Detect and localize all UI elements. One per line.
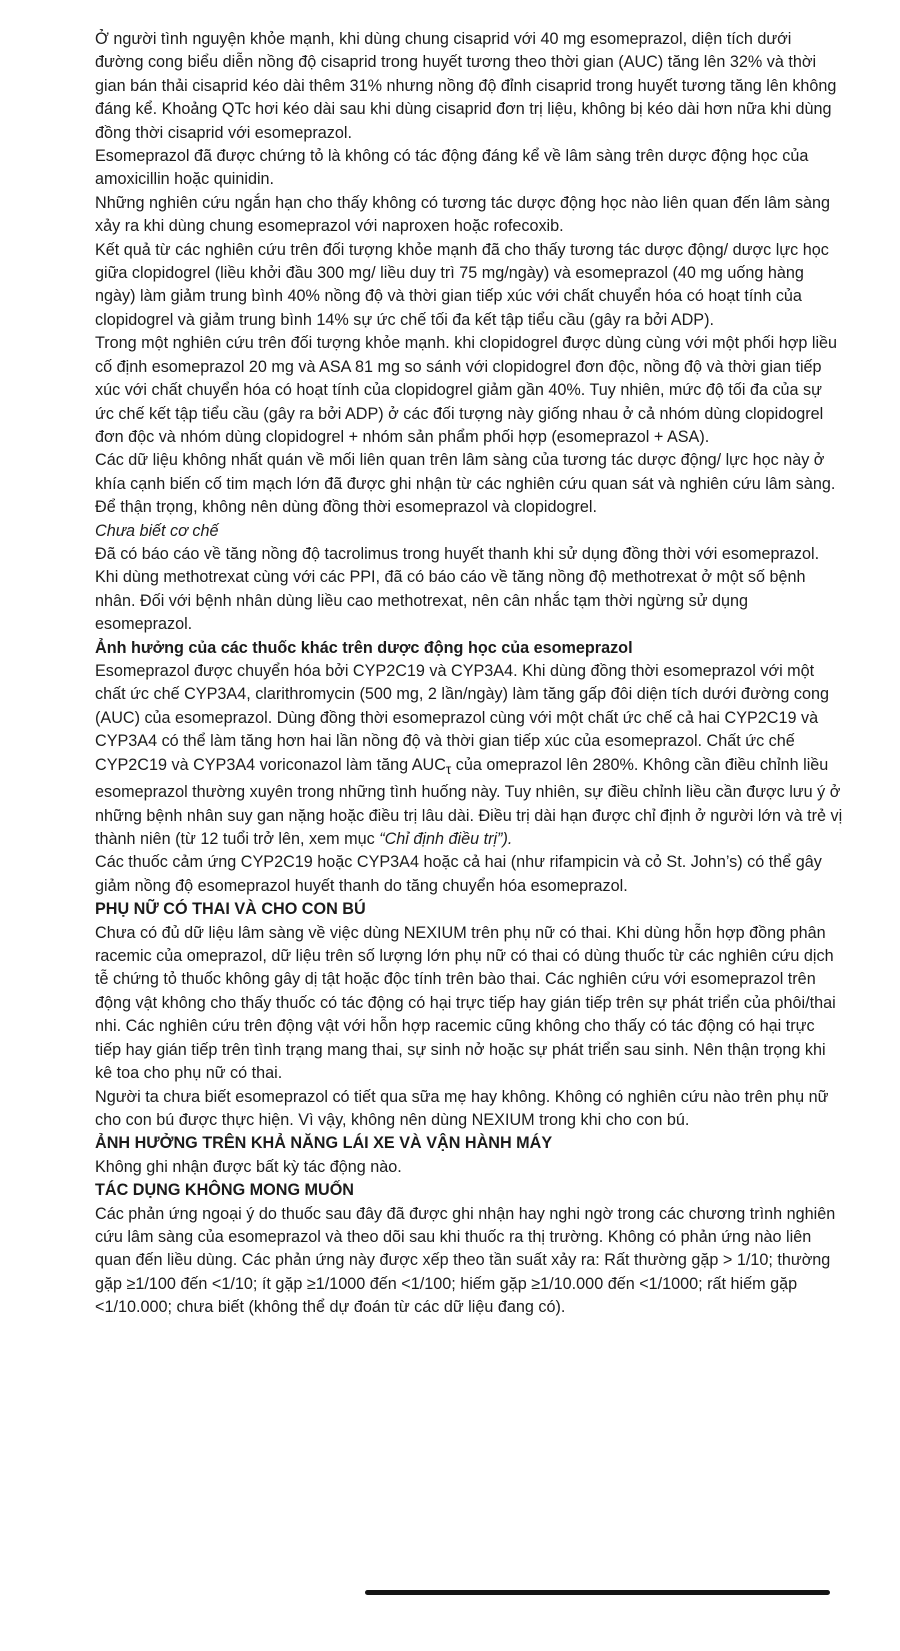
auc-subscript: τ bbox=[445, 761, 452, 777]
paragraph-lactation: Người ta chưa biết esomeprazol có tiết qua sữa mẹ hay không. Không có nghiên cứu nào trên phụ nữ cho con bú được thực hiện. Vì vậy, không nên dùng NEXIUM trong khi cho con bú. bbox=[95, 1087, 829, 1129]
subheading-unknown-mechanism: Chưa biết cơ chế bbox=[95, 521, 219, 540]
paragraph-amoxicillin: Esomeprazol đã được chứng tỏ là không có tác động đáng kể về lâm sàng trên dược động học của amoxicillin hoặc quinidin. bbox=[95, 147, 809, 189]
paragraph-naproxen: Những nghiên cứu ngắn hạn cho thấy không có tương tác dược động học nào liên quan đến lâm sàng xảy ra khi dùng chung esomeprazol với naproxen hoặc rofecoxib. bbox=[95, 193, 831, 236]
heading-adverse-effects: TÁC DỤNG KHÔNG MONG MUỐN bbox=[95, 1181, 354, 1200]
paragraph-driving: Không ghi nhận được bất kỳ tác động nào. bbox=[95, 1157, 402, 1176]
heading-other-drugs: Ảnh hưởng của các thuốc khác trên dược động học của esomeprazol bbox=[95, 638, 633, 657]
paragraph-clopidogrel-2: Trong một nghiên cứu trên đối tượng khỏe mạnh. khi clopidogrel được dùng cùng với một phối hợp liều cố định esomeprazol 20 mg và ASA 81 mg so sánh với clopidogrel đơn độc, nồng độ và thời gian tiếp xúc với chất chuyển hóa có hoạt tính của clopidogrel giảm gần 40%. Tuy nhiên, mức độ tối đa của sự ức chế kết tập tiểu cầu (gây ra bởi ADP) ở các đối tượng này giống nhau ở cả nhóm dùng clopidogrel đơn độc và nhóm dùng clopidogrel + nhóm sản phẩm phối hợp (esomeprazol + ASA). bbox=[95, 334, 838, 446]
heading-driving: ẢNH HƯỞNG TRÊN KHẢ NĂNG LÁI XE VÀ VẬN HÀNH MÁY bbox=[95, 1134, 553, 1153]
cyp-reference: “Chỉ định điều trị”). bbox=[379, 830, 513, 849]
paragraph-tacrolimus: Đã có báo cáo về tăng nồng độ tacrolimus trong huyết thanh khi sử dụng đồng thời với esomeprazol. bbox=[95, 544, 820, 563]
end-rule bbox=[365, 1590, 830, 1595]
paragraph-pregnancy: Chưa có đủ dữ liệu lâm sàng về việc dùng NEXIUM trên phụ nữ có thai. Khi dùng hỗn hợp đồng phân racemic của omeprazol, dữ liệu trên số lượng lớn phụ nữ có thai có dùng thuốc từ các nghiên cứu dịch tễ chứng tỏ thuốc không gây dị tật hoặc độc tính trên bào thai. Các nghiên cứu với esomeprazol trên động vật không cho thấy thuốc có tác động có hại trực tiếp hay gián tiếp trên sự phát triển của phôi/thai nhi. Các nghiên cứu trên động vật với hỗn hợp racemic cũng không cho thấy có tác động có hại trực tiếp hay gián tiếp trên tình trạng mang thai, sự sinh nở hoặc sự phát triển sau sinh. Nên thận trọng khi kê toa cho phụ nữ có thai. bbox=[95, 923, 836, 1083]
heading-pregnancy: PHỤ NỮ CÓ THAI VÀ CHO CON BÚ bbox=[95, 900, 366, 919]
paragraph-clopidogrel-3: Các dữ liệu không nhất quán về mối liên quan trên lâm sàng của tương tác dược động/ lực học này ở khía cạnh biến cố tim mạch lớn đã được ghi nhận từ các nghiên cứu quan sát và nghiên cứu lâm sàng. Để thận trọng, không nên dùng đồng thời esomeprazol và clopidogrel. bbox=[95, 451, 836, 517]
paragraph-cisaprid: Ở người tình nguyện khỏe mạnh, khi dùng chung cisaprid với 40 mg esomeprazol, diện tích dưới đường cong biểu diễn nồng độ cisaprid trong huyết tương theo thời gian (AUC) tăng lên 32% và thời gian bán thải cisaprid kéo dài thêm 31% nhưng nồng độ đỉnh cisaprid trong huyết tương tăng lên không đáng kể. Khoảng QTc hơi kéo dài sau khi dùng cisaprid đơn trị liệu, không bị kéo dài hơn nữa khi dùng đồng thời cisaprid với esomeprazol. bbox=[95, 30, 837, 142]
paragraph-clopidogrel-1: Kết quả từ các nghiên cứu trên đối tượng khỏe mạnh đã cho thấy tương tác dược động/ dược lực học giữa clopidogrel (liều khởi đầu 300 mg/ liều duy trì 75 mg/ngày) và esomeprazol (40 mg uống hàng ngày) làm giảm trung bình 40% nồng độ và thời gian tiếp xúc với chất chuyển hóa có hoạt tính của clopidogrel và giảm trung bình 14% sự ức chế tối đa kết tập tiểu cầu (gây ra bởi ADP). bbox=[95, 240, 829, 329]
paragraph-methotrexat: Khi dùng methotrexat cùng với các PPI, đã có báo cáo về tăng nồng độ methotrexat ở một số bệnh nhân. Đối với bệnh nhân dùng liều cao methotrexat, nên cân nhắc tạm thời ngừng sử dụng esomeprazol. bbox=[95, 568, 806, 634]
cyp-text-a: Esomeprazol được chuyển hóa bởi CYP2C19 và CYP3A4. Khi dùng đồng thời esomeprazol với một chất ức chế CYP3A4, clarithromycin (500 mg, 2 lần/ngày) làm tăng gấp đôi diện tích dưới đường cong (AUC) của esomeprazol. Dùng đồng thời esomeprazol cùng với một chất ức chế cả hai CYP2C19 và CYP3A4 có thể làm tăng hơn hai lần nồng độ và thời gian tiếp xúc của esomeprazol. Chất ức chế CYP2C19 và CYP3A4 voriconazol làm tăng AUC bbox=[95, 661, 829, 774]
paragraph-inducers: Các thuốc cảm ứng CYP2C19 hoặc CYP3A4 hoặc cả hai (như rifampicin và cỏ St. John’s) có thể gây giảm nồng độ esomeprazol huyết thanh do tăng chuyển hóa esomeprazol. bbox=[95, 853, 822, 895]
paragraph-cyp-metabolism bbox=[95, 660, 844, 851]
paragraph-adverse-effects: Các phản ứng ngoại ý do thuốc sau đây đã được ghi nhận hay nghi ngờ trong các chương trình nghiên cứu lâm sàng của esomeprazol và theo dõi sau khi thuốc ra thị trường. Không có phản ứng nào liên quan đến liều dùng. Các phản ứng này được xếp theo tần suất xảy ra: Rất thường gặp > 1/10; thường gặp ≥1/100 đến <1/10; ít gặp ≥1/1000 đến <1/100; hiếm gặp ≥1/10.000 đến <1/1000; rất hiếm gặp <1/10.000; chưa biết (không thể dự đoán từ các dữ liệu đang có). bbox=[95, 1204, 836, 1317]
cyp-text-b: của omeprazol lên 280%. Không cần điều chỉnh liều esomeprazol thường xuyên trong những tình huống này. Tuy nhiên, sự điều chỉnh liều cần được lưu ý ở những bệnh nhân suy gan nặng hoặc điều trị lâu dài. Điều trị dài hạn được chỉ định ở người lớn và trẻ vị thành niên (từ 12 tuổi trở lên, xem mục bbox=[95, 755, 843, 849]
